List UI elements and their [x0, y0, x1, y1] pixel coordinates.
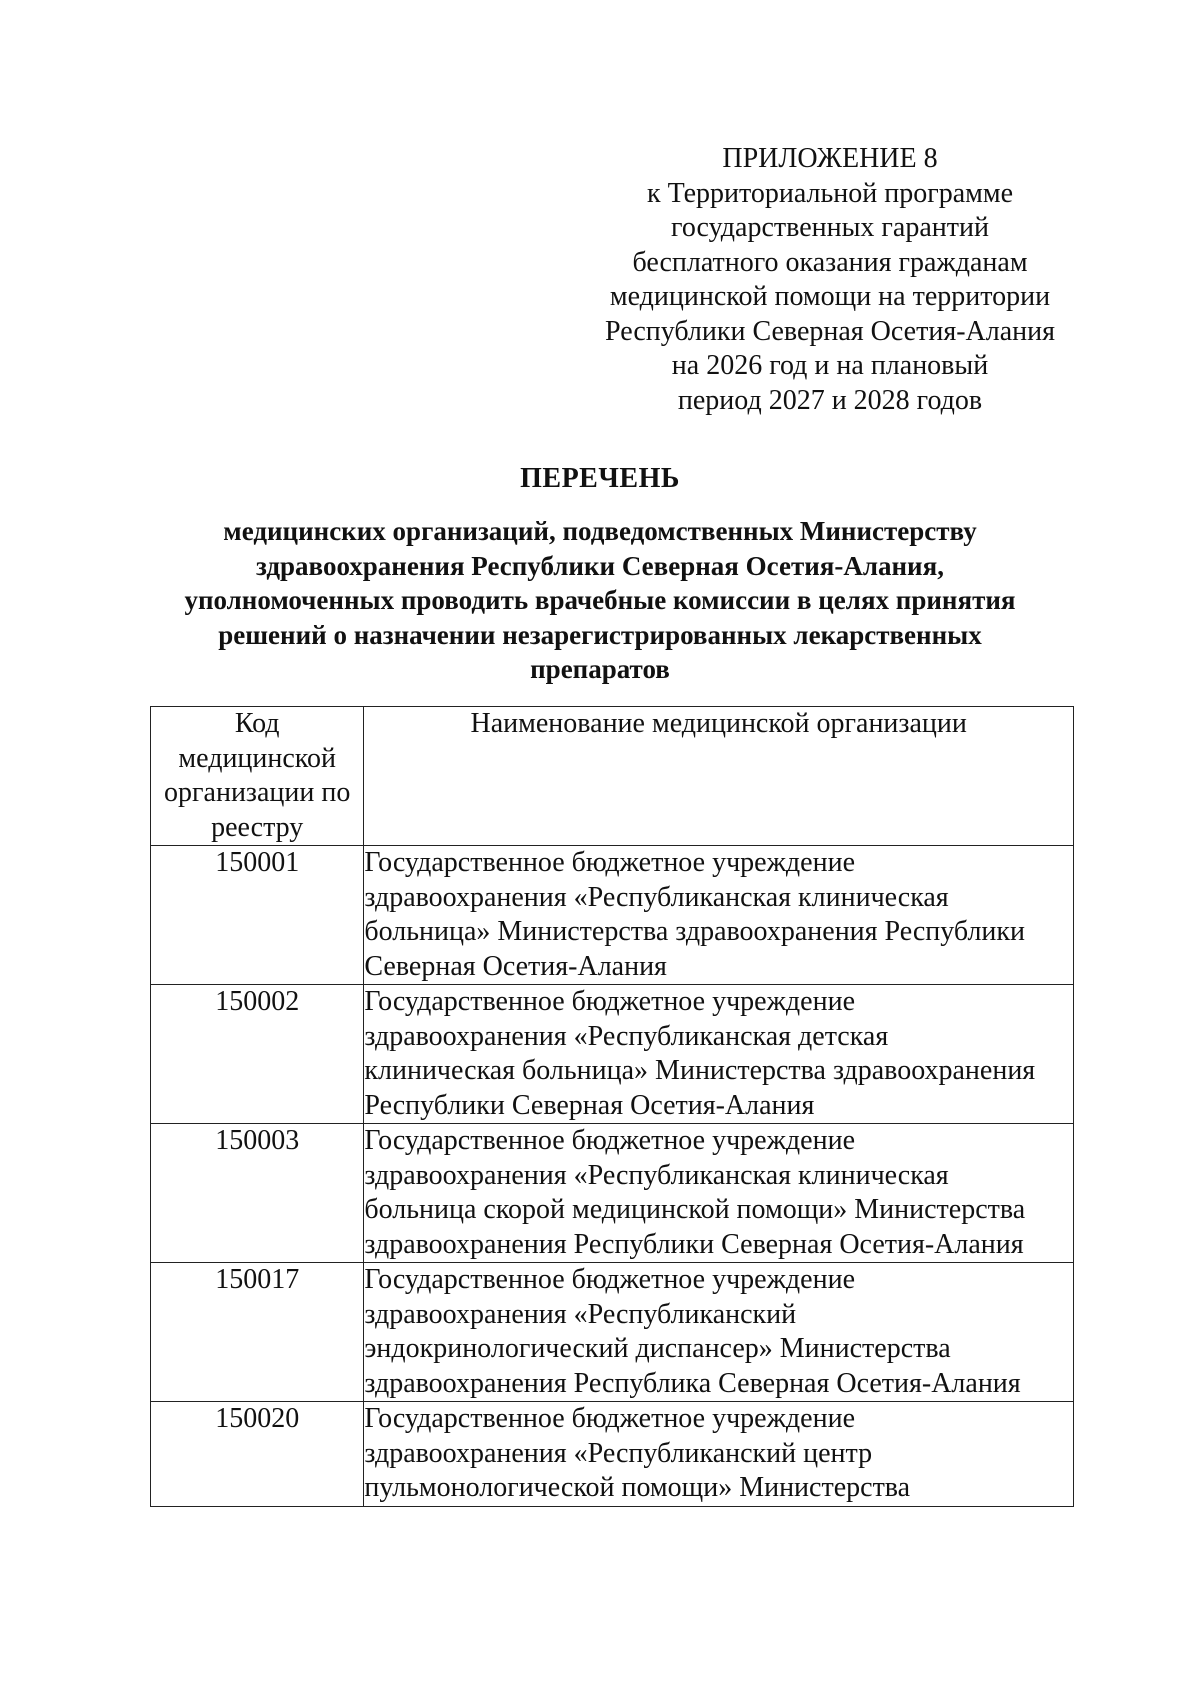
appendix-line: государственных гарантий [671, 212, 989, 243]
org-name [364, 1263, 1074, 1402]
appendix-header [590, 142, 1070, 418]
org-name-line: Государственное бюджетное учреждение [364, 1264, 855, 1295]
table-row [151, 985, 1074, 1124]
document-title: ПЕРЕЧЕНЬ [520, 463, 680, 494]
org-code: 150017 [151, 1263, 364, 1402]
org-name-line: больница скорой медицинской помощи» Министерства [364, 1194, 1026, 1225]
org-name-line: Государственное бюджетное учреждение [364, 986, 855, 1017]
appendix-line: на 2026 год и на плановый [671, 350, 989, 381]
org-name-line: здравоохранения «Республиканская детская [364, 1020, 889, 1052]
table-row [151, 1402, 1074, 1507]
code-header-line: организации по [164, 777, 351, 808]
organizations-table [150, 706, 1074, 1507]
org-name [364, 846, 1074, 985]
org-name-line: Государственное бюджетное учреждение [364, 847, 855, 878]
name-column-header: Наименование медицинской организации [364, 707, 1074, 846]
table-row [151, 1263, 1074, 1402]
org-name-line: пульмонологической помощи» Министерства [364, 1472, 911, 1503]
subtitle-line: препаратов [530, 654, 670, 684]
code-column-header [151, 707, 364, 846]
org-name-line: эндокринологический диспансер» Министерства [364, 1333, 951, 1364]
org-name-line: здравоохранения Республика Северная Осетия-Алания [364, 1367, 1021, 1399]
appendix-line: к Территориальной программе [646, 177, 1014, 209]
appendix-line: бесплатного оказания гражданам [632, 246, 1028, 278]
table-row [151, 1124, 1074, 1263]
appendix-line: Республики Северная Осетия-Алания [605, 315, 1055, 347]
subtitle-line: здравоохранения Республики Северная Осетия-Алания, [256, 550, 944, 581]
org-name-line: здравоохранения «Республиканский центр [364, 1437, 873, 1469]
org-name-line: Государственное бюджетное учреждение [364, 1403, 855, 1434]
org-name [364, 1124, 1074, 1263]
code-header-line: реестру [211, 811, 304, 843]
org-name-line: Государственное бюджетное учреждение [364, 1125, 855, 1156]
org-name-line: здравоохранения «Республиканская клиническая [364, 881, 949, 913]
org-name-line: клиническая больница» Министерства здравоохранения [364, 1055, 1036, 1086]
appendix-line: медицинской помощи на территории [609, 281, 1051, 312]
org-code: 150002 [151, 985, 364, 1124]
subtitle-line: решений о назначении незарегистрированных лекарственных [218, 619, 982, 650]
org-name-line: здравоохранения Республики Северная Осетия-Алания [364, 1228, 1024, 1260]
subtitle-line: медицинских организаций, подведомственных Министерству [223, 516, 977, 546]
org-name-line: Республики Северная Осетия-Алания [364, 1089, 815, 1121]
document-subtitle [60, 514, 1140, 687]
org-name-line: здравоохранения «Республиканский [364, 1298, 797, 1330]
appendix-line: ПРИЛОЖЕНИЕ 8 [722, 143, 938, 174]
org-code: 150001 [151, 846, 364, 985]
subtitle-line: уполномоченных проводить врачебные комиссии в целях принятия [184, 585, 1016, 615]
appendix-line: период 2027 и 2028 годов [677, 384, 983, 416]
org-name-line: больница» Министерства здравоохранения Республики [364, 916, 1026, 947]
code-header-line: Код [234, 708, 280, 739]
org-name-line: Северная Осетия-Алания [364, 950, 667, 982]
org-name [364, 1402, 1074, 1507]
org-name-line: здравоохранения «Республиканская клиническая [364, 1159, 949, 1191]
org-code: 150020 [151, 1402, 364, 1507]
org-name [364, 985, 1074, 1124]
code-header-line: медицинской [178, 742, 336, 774]
table-row [151, 846, 1074, 985]
org-code: 150003 [151, 1124, 364, 1263]
table-header-row [151, 707, 1074, 846]
